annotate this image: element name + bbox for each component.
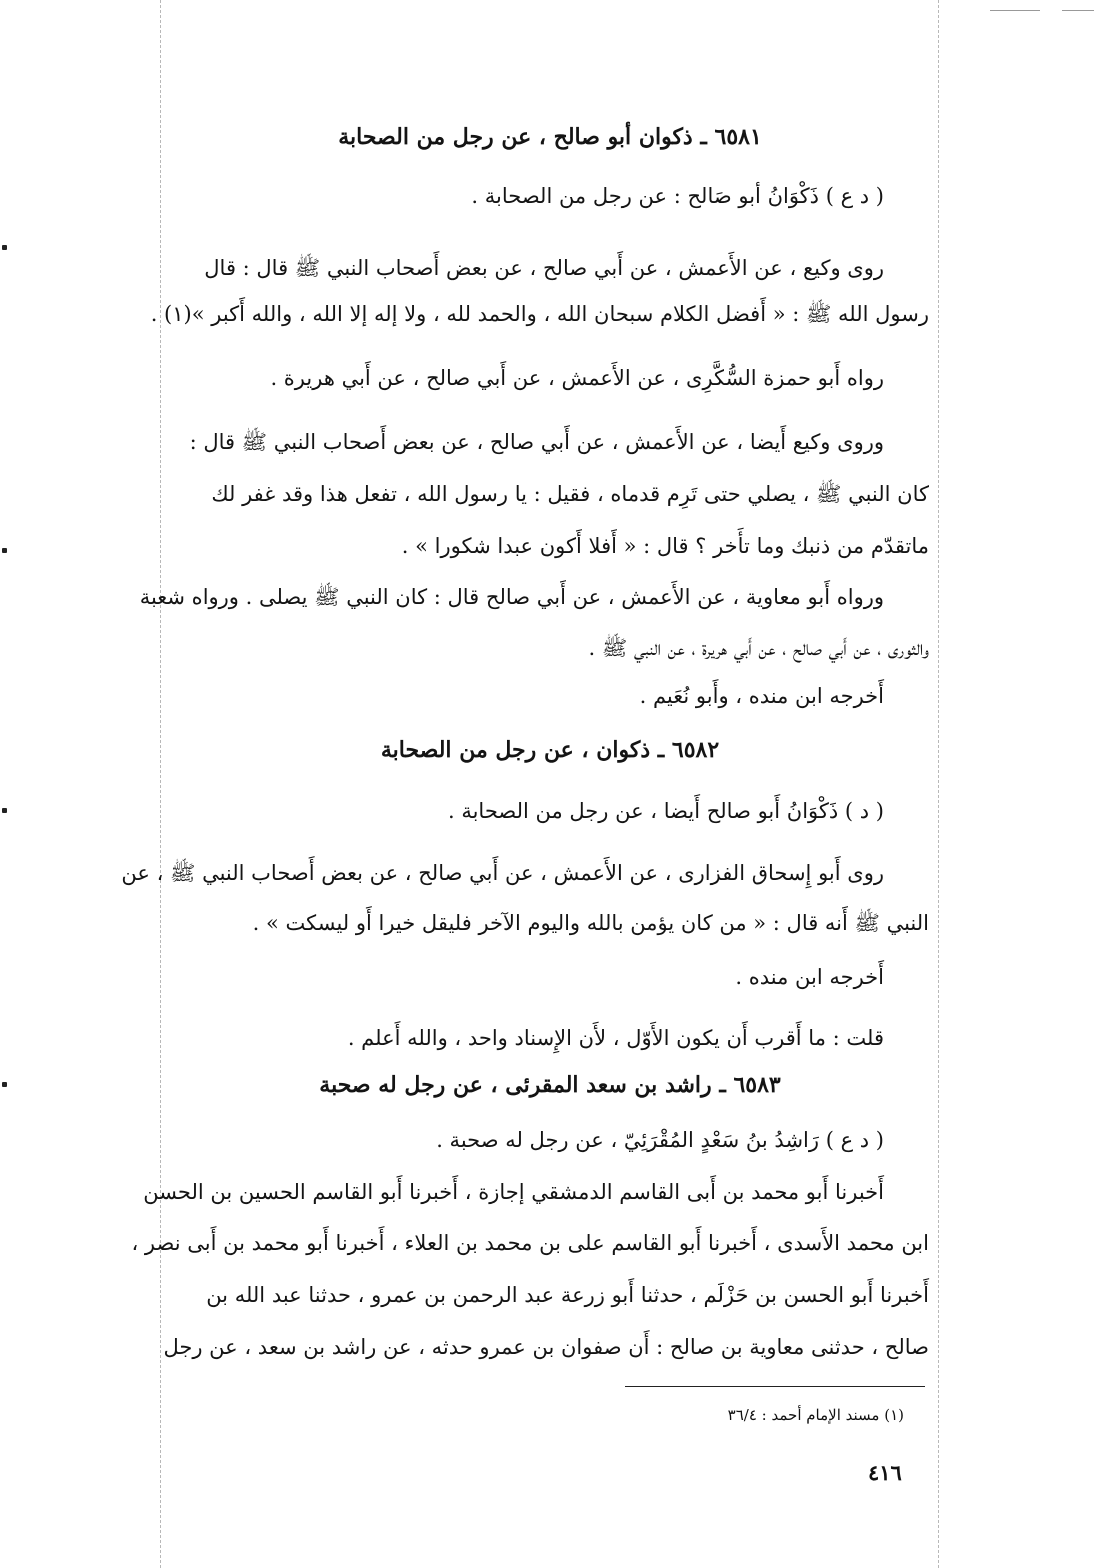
scan-guide-line	[938, 0, 939, 1568]
scan-speck	[2, 808, 7, 813]
entry-code-line: ( د ) ذَكْوَانُ أَبو صالح أَيضا ، عن رجل من الصحابة .	[447, 799, 884, 823]
text-line: كان النبي ﷺ ، يصلي حتى تَرِم قدماه ، فقيل : يا رسول الله ، تفعل هذا وقد غفر لك	[211, 482, 929, 506]
text-line: والثورى ، عن أَبي صالح ، عن أَبي هريرة ، عن النبي ﷺ .	[588, 636, 929, 660]
page-number: ٤١٦	[868, 1460, 902, 1485]
scan-speck	[2, 548, 7, 553]
text-line: روى وكيع ، عن الأَعمش ، عن أَبي صالح ، عن بعض أَصحاب النبي ﷺ قال : قال	[204, 256, 884, 280]
entry-heading: ٦٥٨٣ ـ راشد بن سعد المقرئى ، عن رجل له صحبة	[319, 1072, 781, 1098]
source-line: أَخرجه ابن منده .	[735, 965, 884, 989]
text-line: ابن محمد الأَسدى ، أَخبرنا أَبو القاسم على بن محمد بن العلاء ، أَخبرنا أَبو محمد بن أَبى نصر ،	[131, 1231, 929, 1255]
entry-code-line: ( د ع ) ذَكْوَانُ أبو صَالح : عن رجل من الصحابة .	[471, 184, 884, 208]
text-line: صالح ، حدثنى معاوية بن صالح : أَن صفوان بن عمرو حدثه ، عن راشد بن سعد ، عن رجل	[163, 1335, 929, 1359]
entry-code-line: ( د ع ) رَاشِدُ بنُ سَعْدٍ المُقْرَئِيّ ، عن رجل له صحبة .	[436, 1128, 884, 1152]
scan-speck	[2, 1082, 7, 1087]
source-line: أَخرجه ابن منده ، وأَبو نُعَيم .	[639, 684, 884, 708]
text-line: وروى وكيع أَيضا ، عن الأَعمش ، عن أَبي صالح ، عن بعض أَصحاب النبي ﷺ قال :	[189, 430, 884, 454]
scan-mark	[990, 10, 1040, 11]
text-line: رسول الله ﷺ : « أَفضل الكلام سبحان الله ، والحمد لله ، ولا إله إلا الله ، والله أَكبر »(١) .	[150, 302, 929, 326]
footnote: (١) مسند الإمام أحمد : ٣٦/٤	[727, 1406, 904, 1424]
scan-mark	[1062, 10, 1094, 11]
text-line: ورواه أَبو معاوية ، عن الأَعمش ، عن أَبي صالح قال : كان النبي ﷺ يصلى . ورواه شعبة	[139, 585, 884, 609]
text-line: النبي ﷺ أَنه قال : « من كان يؤمن بالله واليوم الآخر فليقل خيرا أَو ليسكت » .	[252, 911, 929, 935]
scan-speck	[2, 245, 7, 250]
footnote-rule	[625, 1386, 925, 1387]
text-line: أَخبرنا أَبو الحسن بن حَزْلَم ، حدثنا أَبو زرعة عبد الرحمن بن عمرو ، حدثنا عبد الله بن	[206, 1283, 929, 1307]
entry-heading: ٦٥٨١ ـ ذكوان أبو صالح ، عن رجل من الصحابة	[338, 124, 762, 150]
entry-heading: ٦٥٨٢ ـ ذكوان ، عن رجل من الصحابة	[380, 737, 720, 763]
text-line: روى أَبو إِسحاق الفزارى ، عن الأَعمش ، عن أَبي صالح ، عن بعض أَصحاب النبي ﷺ ، عن	[121, 861, 884, 885]
text-line: أَخبرنا أَبو محمد بن أَبى القاسم الدمشقي إجازة ، أَخبرنا أَبو القاسم الحسين بن الحسن	[143, 1180, 884, 1204]
text-line: رواه أَبو حمزة السُّكَّرِى ، عن الأَعمش ، عن أَبي صالح ، عن أَبي هريرة .	[270, 366, 884, 390]
text-line: ماتقدّم من ذنبك وما تأَخر ؟ قال : « أَفلا أَكون عبدا شكورا » .	[401, 534, 929, 558]
note-line: قلت : ما أَقرب أَن يكون الأَوّل ، لأَن الإِسناد واحد ، والله أَعلم .	[347, 1026, 884, 1050]
